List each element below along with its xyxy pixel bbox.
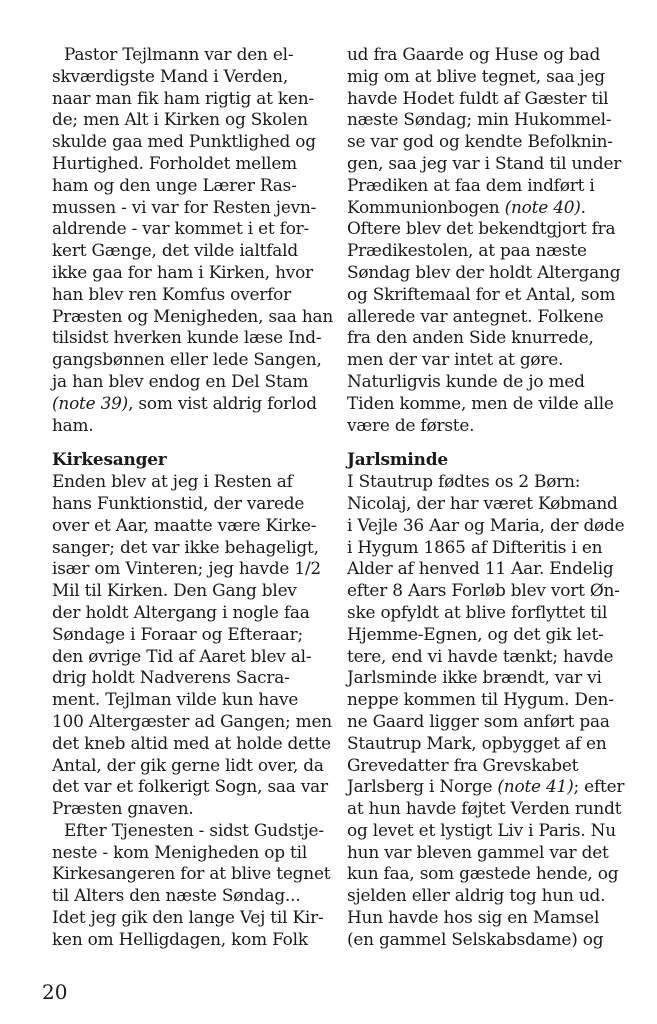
text-line: neste - kom Menigheden op til	[52, 841, 308, 862]
text-line: i Hygum 1865 af Difteritis i en	[347, 536, 603, 557]
section-heading: Jarlsminde	[347, 449, 448, 470]
note-reference: (note 40).	[504, 196, 586, 217]
text-line: Søndag blev der holdt Altergang	[347, 261, 621, 282]
left-column	[52, 44, 334, 951]
paragraph	[52, 471, 334, 820]
section-gap	[52, 436, 334, 449]
text-line: Pastor Tejlmann var den el-	[64, 44, 294, 64]
paragraph	[52, 820, 334, 951]
text-line: ne Gaard ligger som anført paa	[347, 710, 610, 731]
text-line: sjelden eller aldrig tog hun ud.	[347, 885, 606, 906]
text-line: Hurtighed. Forholdet mellem	[52, 152, 297, 173]
text-run: Jarlsberg i Norge	[347, 776, 498, 797]
text-line: han blev ren Komfus overfor	[52, 283, 292, 304]
page-number: 20	[42, 980, 68, 1004]
text-line: ikke gaa for ham i Kirken, hvor	[52, 261, 313, 282]
text-line: Idet jeg gik den lange Vej til Kir-	[52, 907, 324, 928]
text-line: Oftere blev det bekendtgjort fra	[347, 218, 616, 239]
text-line: men der var intet at gøre.	[347, 349, 564, 370]
paragraph	[347, 471, 627, 951]
text-line: især om Vinteren; jeg havde 1/2	[52, 558, 321, 579]
text-line: det kneb altid med at holde dette	[52, 732, 331, 753]
text-line: Stautrup Mark, opbygget af en	[347, 732, 607, 753]
text-line: mig om at blive tegnet, saa jeg	[347, 65, 605, 86]
text-line: Præsten gnaven.	[52, 798, 194, 819]
text-line: neppe kommen til Hygum. Den-	[347, 689, 614, 710]
text-line: allerede var antegnet. Folkene	[347, 305, 604, 326]
text-line: skulde gaa med Punktlighed og	[52, 131, 316, 152]
text-line: de; men Alt i Kirken og Skolen	[52, 109, 308, 130]
text-line: den øvrige Tid af Aaret blev al-	[52, 645, 312, 666]
text-line: Præsten og Menigheden, saa han	[52, 305, 334, 326]
text-line: Mil til Kirken. Den Gang blev	[52, 580, 297, 601]
text-line: ment. Tejlman vilde kun have	[52, 689, 299, 710]
section-heading: Kirkesanger	[52, 449, 167, 470]
text-line: ham og den unge Lærer Ras-	[52, 174, 297, 195]
text-run: Kommunionbogen	[347, 196, 505, 217]
text-line: fra den anden Side knurrede,	[347, 327, 594, 348]
text-line: hans Funktionstid, der varede	[52, 492, 305, 513]
text-line: naar man fik ham rigtig at ken-	[52, 87, 314, 108]
text-line: (en gammel Selskabsdame) og	[347, 928, 604, 949]
text-line: Grevedatter fra Grevskabet	[347, 754, 579, 775]
right-column	[347, 44, 627, 951]
text-line: aldrende - var kommet i et for-	[52, 218, 310, 239]
text-line	[52, 393, 334, 415]
text-line: ud fra Gaarde og Huse og bad	[347, 44, 601, 64]
text-line: Alder af henved 11 Aar. Endelig	[347, 558, 614, 579]
text-line: og Skriftemaal for et Antal, som	[347, 283, 616, 304]
text-line: Tiden komme, men de vilde alle	[347, 392, 614, 413]
text-line: 100 Altergæster ad Gangen; men	[52, 710, 332, 731]
note-reference: (note 41)	[497, 776, 574, 797]
text-line: skværdigste Mand i Verden,	[52, 65, 289, 86]
text-line: sanger; det var ikke behageligt,	[52, 536, 319, 557]
text-line: til Alters den næste Søndag...	[52, 885, 301, 906]
text-line: kun faa, som gæstede hende, og	[347, 863, 619, 884]
text-line: Efter Tjenesten - sidst Gudstje-	[64, 819, 324, 840]
text-line: Hjemme-Egnen, og det gik let-	[347, 623, 604, 644]
text-line: Kirkesangeren for at blive tegnet	[52, 863, 331, 884]
text-line: og levet et lystigt Liv i Paris. Nu	[347, 819, 616, 840]
text-line: ham.	[52, 414, 94, 435]
text-line: være de første.	[347, 414, 475, 435]
text-line: Jarlsminde ikke brændt, var vi	[347, 667, 602, 688]
text-line: det var et folkerigt Sogn, saa var	[52, 776, 328, 797]
text-line: Nicolaj, der har været Købmand	[347, 492, 618, 513]
text-line: ja han blev endog en Del Stam	[52, 370, 309, 391]
text-line: over et Aar, maatte være Kirke-	[52, 514, 317, 535]
text-line: at hun havde føjtet Verden rundt	[347, 798, 622, 819]
text-line: drig holdt Nadverens Sacra-	[52, 667, 290, 688]
text-line: i Vejle 36 Aar og Maria, der døde	[347, 514, 625, 535]
text-line: Hun havde hos sig en Mamsel	[347, 907, 600, 928]
text-run: ; efter	[573, 776, 625, 797]
text-line: Søndage i Foraar og Efteraar;	[52, 623, 303, 644]
text-line: efter 8 Aars Forløb blev vort Øn-	[347, 580, 620, 601]
text-line: der holdt Altergang i nogle faa	[52, 601, 310, 622]
text-line: Prædikestolen, at paa næste	[347, 240, 587, 261]
text-line: Antal, der gik gerne lidt over, da	[52, 754, 324, 775]
text-run: , som vist aldrig forlod	[128, 392, 317, 413]
text-line: næste Søndag; min Hukommel-	[347, 109, 612, 130]
text-line: kert Gænge, det vilde ialtfald	[52, 240, 298, 261]
text-line: se var god og kendte Befolknin-	[347, 131, 613, 152]
text-line: havde Hodet fuldt af Gæster til	[347, 87, 609, 108]
text-line: mussen - vi var for Resten jevn-	[52, 196, 317, 217]
paragraph	[347, 44, 627, 436]
paragraph	[52, 44, 334, 436]
text-line	[347, 776, 627, 798]
text-line: ske opfyldt at blive forflyttet til	[347, 601, 608, 622]
text-line: I Stautrup fødtes os 2 Børn:	[347, 471, 581, 492]
text-line: tilsidst hverken kunde læse Ind-	[52, 327, 322, 348]
text-line: Enden blev at jeg i Resten af	[52, 471, 293, 492]
text-line: ken om Helligdagen, kom Folk	[52, 928, 308, 949]
text-line: Naturligvis kunde de jo med	[347, 370, 585, 391]
text-line: tere, end vi havde tænkt; havde	[347, 645, 614, 666]
section-gap	[347, 436, 627, 449]
text-line	[347, 197, 627, 219]
text-line: hun var bleven gammel var det	[347, 841, 609, 862]
text-line: Prædiken at faa dem indført i	[347, 174, 595, 195]
text-line: gen, saa jeg var i Stand til under	[347, 152, 622, 173]
text-line: gangsbønnen eller lede Sangen,	[52, 349, 322, 370]
note-reference: (note 39)	[52, 392, 129, 413]
